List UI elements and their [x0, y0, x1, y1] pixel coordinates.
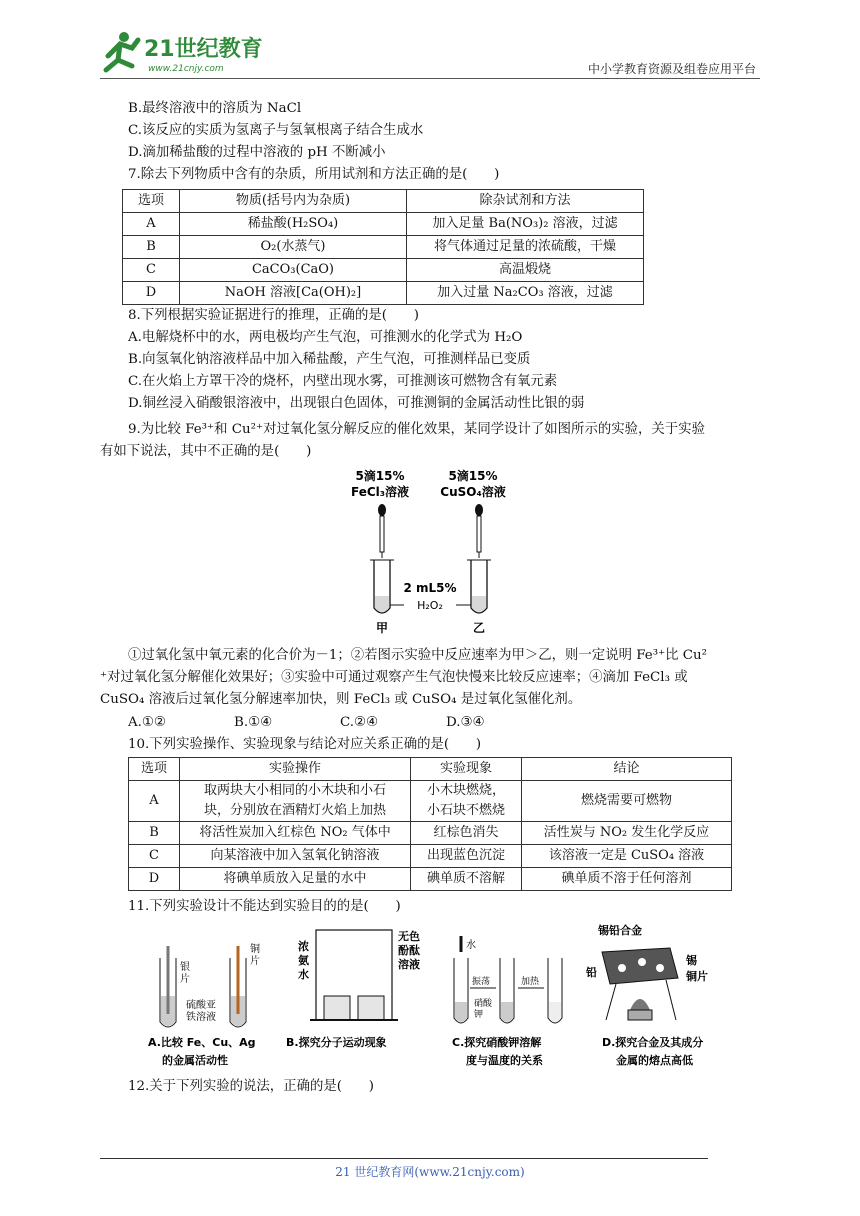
figure-q9	[340, 466, 520, 636]
logo-text: 21世纪教育	[144, 37, 263, 62]
platform-name: 中小学教育资源及组卷应用平台	[587, 62, 756, 76]
svg-text:金属的熔点高低: 金属的熔点高低	[616, 1054, 693, 1067]
figure-a	[148, 942, 260, 1067]
svg-text:溶液: 溶液	[398, 958, 420, 971]
question-8-stem: 8.下列根据实验证据进行的推理，正确的是( )	[128, 308, 420, 323]
question-9-stem-2: 有如下说法，其中不正确的是( )	[100, 444, 312, 459]
fig-label: 甲	[375, 621, 389, 635]
option-b: B.①④	[234, 715, 273, 730]
option-d: D.滴加稀盐酸的过程中溶液的 pH 不断减小	[128, 145, 386, 160]
option-d: D.铜丝浸入硝酸银溶液中，出现银白色固体，可推测铜的金属活动性比银的弱	[128, 396, 585, 411]
table-row: C 向某溶液中加入氢氧化钠溶液 出现蓝色沉淀 该溶液一定是 CuSO₄ 溶液	[129, 845, 732, 868]
dropper-icon	[475, 504, 483, 558]
runner-icon	[106, 32, 138, 70]
table-row: B 将活性炭加入红棕色 NO₂ 气体中 红棕色消失 活性炭与 NO₂ 发生化学反应	[129, 822, 732, 845]
svg-text:加热: 加热	[521, 977, 540, 987]
svg-text:铁溶液: 铁溶液	[186, 1012, 216, 1023]
table-row: D 将碘单质放入足量的水中 碘单质不溶解 碘单质不溶于任何溶剂	[129, 868, 732, 891]
table-header: 除杂试剂和方法	[407, 190, 644, 213]
fig-label: 5滴15%	[448, 469, 498, 483]
figure-c	[452, 936, 562, 1067]
svg-text:片: 片	[250, 956, 260, 967]
table-row: B O₂(水蒸气) 将气体通过足量的浓硫酸，干燥	[123, 236, 644, 259]
option-b: B.最终溶液中的溶质为 NaCl	[128, 101, 302, 116]
fig-label: 5滴15%	[355, 469, 405, 483]
table-row: D NaOH 溶液[Ca(OH)₂] 加入过量 Na₂CO₃ 溶液，过滤	[123, 282, 644, 305]
svg-text:硝酸: 硝酸	[474, 999, 493, 1009]
svg-text:无色: 无色	[398, 930, 420, 943]
svg-text:铜: 铜	[250, 944, 260, 955]
svg-text:锡铅合金: 锡铅合金	[598, 924, 642, 937]
fig-label: 乙	[472, 621, 486, 635]
option-c: C.②④	[340, 715, 379, 730]
question-11-stem: 11.下列实验设计不能达到实验目的的是( )	[128, 899, 401, 914]
table-row: C CaCO₃(CaO) 高温煅烧	[123, 259, 644, 282]
svg-text:水: 水	[298, 968, 309, 981]
header-rule	[100, 78, 760, 79]
table-row: A 稀盐酸(H₂SO₄) 加入足量 Ba(NO₃)₂ 溶液，过滤	[123, 213, 644, 236]
svg-text:硫酸亚: 硫酸亚	[186, 1000, 216, 1011]
option-c: C.在火焰上方罩干冷的烧杯，内壁出现水雾，可推测该可燃物含有氧元素	[128, 374, 558, 389]
site-logo	[98, 26, 268, 78]
svg-text:氨: 氨	[298, 954, 309, 967]
fig-label: FeCl₃溶液	[350, 485, 410, 499]
alcohol-lamp-icon	[630, 999, 650, 1010]
svg-text:浓: 浓	[298, 940, 309, 953]
logo-url: www.21cnjy.com	[148, 64, 224, 74]
table-header-row: 选项 实验操作 实验现象 结论	[129, 758, 732, 781]
table-q10	[128, 757, 732, 891]
figure-b	[286, 929, 420, 1049]
svg-text:酚酞: 酚酞	[398, 944, 420, 957]
question-9-body: ①过氧化氢中氧元素的化合价为－1；②若图示实验中反应速率为甲＞乙，则一定说明 Fe³⁺比 Cu²	[128, 648, 708, 663]
svg-text:银: 银	[180, 962, 190, 973]
option-c: C.该反应的实质为氢离子与氢氧根离子结合生成水	[128, 123, 424, 138]
figure-d	[586, 923, 708, 1067]
question-9-stem: 9.为比较 Fe³⁺和 Cu²⁺对过氧化氢分解反应的催化效果，某同学设计了如图所示的实验，关于实验	[128, 422, 705, 437]
question-9-body-2: ⁺对过氧化氢分解催化效果好；③实验中可通过观察产生气泡快慢来比较反应速率；④滴加 FeCl₃ 或	[100, 670, 688, 685]
table-header: 选项	[123, 190, 180, 213]
option-d: D.③④	[446, 715, 485, 730]
svg-text:D.探究合金及其成分: D.探究合金及其成分	[602, 1036, 704, 1049]
table-q7	[122, 189, 644, 305]
svg-text:片: 片	[180, 974, 190, 985]
svg-text:度与温度的关系: 度与温度的关系	[466, 1054, 543, 1067]
option-b: B.向氢氧化钠溶液样品中加入稀盐酸，产生气泡，可推测样品已变质	[128, 352, 531, 367]
svg-text:的金属活动性: 的金属活动性	[162, 1054, 228, 1067]
option-a: A.①②	[128, 715, 166, 730]
figure-q11	[140, 918, 740, 1078]
fig-label: H₂O₂	[417, 599, 443, 612]
question-9-body-3: CuSO₄ 溶液后过氧化氢分解速率加快，则 FeCl₃ 或 CuSO₄ 是过氧化氢催化剂。	[100, 692, 582, 707]
svg-text:振荡: 振荡	[472, 977, 491, 987]
svg-text:铜片: 铜片	[686, 970, 708, 983]
question-7-stem: 7.除去下列物质中含有的杂质，所用试剂和方法正确的是( )	[128, 167, 500, 182]
table-row: A 取两块大小相同的小木块和小石 块，分别放在酒精灯火焰上加热 小木块燃烧， 小石块不燃烧 燃烧需要可燃物	[129, 781, 732, 822]
table-header: 物质(括号内为杂质)	[180, 190, 407, 213]
svg-text:锡: 锡	[686, 954, 697, 967]
svg-text:钾: 钾	[474, 1010, 484, 1020]
svg-text:C.探究硝酸钾溶解: C.探究硝酸钾溶解	[452, 1036, 542, 1049]
footer-rule	[100, 1158, 708, 1159]
question-10-stem: 10.下列实验操作、实验现象与结论对应关系正确的是( )	[128, 737, 482, 752]
fig-label: 2 mL5%	[403, 581, 457, 595]
fig-label: CuSO₄溶液	[440, 485, 506, 499]
svg-text:A.比较 Fe、Cu、Ag: A.比较 Fe、Cu、Ag	[148, 1036, 256, 1049]
dropper-icon	[378, 504, 386, 558]
footer-link[interactable]: 21 世纪教育网(www.21cnjy.com)	[335, 1165, 525, 1179]
svg-text:B.探究分子运动现象: B.探究分子运动现象	[286, 1036, 387, 1049]
svg-text:铅: 铅	[586, 966, 597, 979]
table-header-row	[123, 190, 644, 213]
svg-text:水: 水	[466, 940, 476, 951]
option-a: A.电解烧杯中的水，两电极均产生气泡，可推测水的化学式为 H₂O	[128, 330, 523, 345]
question-12-stem: 12.关于下列实验的说法，正确的是( )	[128, 1079, 374, 1094]
